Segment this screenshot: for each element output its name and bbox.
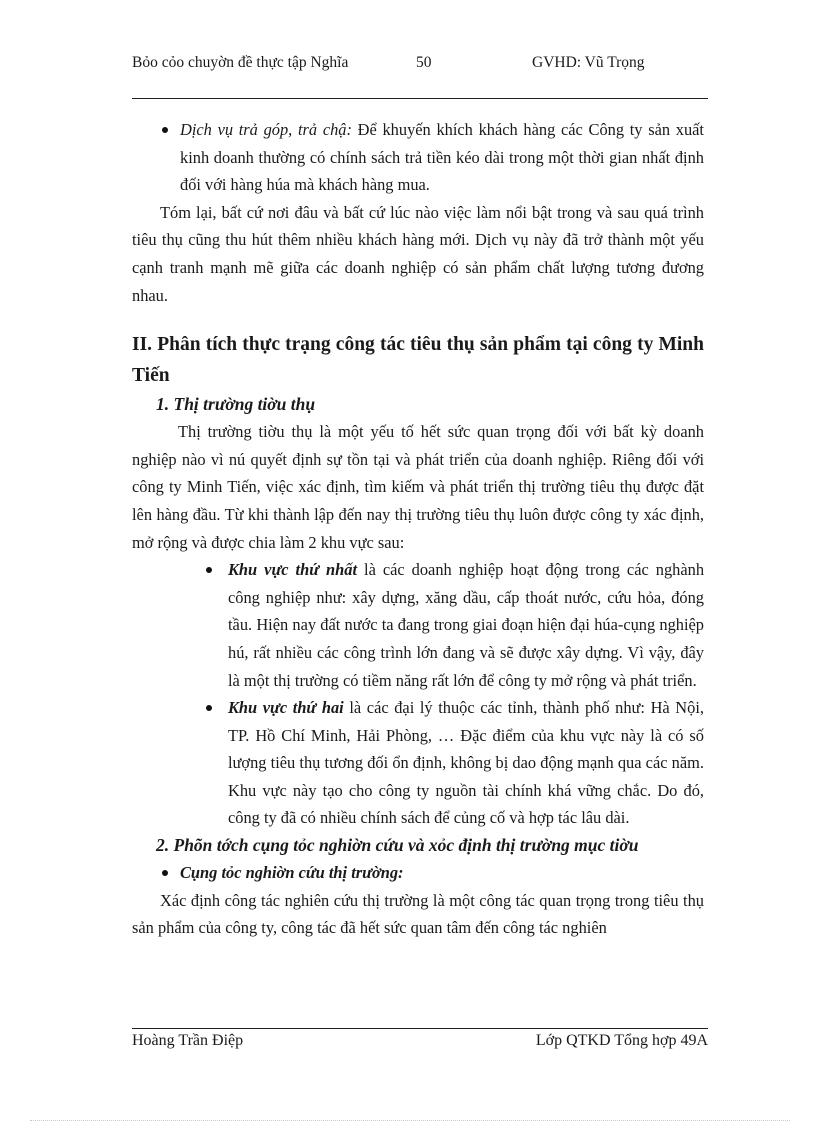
paragraph-research: Xác định công tác nghiên cứu thị trường là một công tác quan trọng trong tiêu thụ sản phẩm của công ty, công tác đã hết sức quan tâm đến công tác nghiên bbox=[132, 890, 704, 938]
footer-author: Hoàng Trần Điệp bbox=[132, 1032, 244, 1049]
bullet-dot-icon bbox=[162, 870, 168, 876]
bullet-dot-icon bbox=[206, 705, 212, 711]
bullet-dot-icon bbox=[206, 567, 212, 573]
paragraph-market: Thị trường tiờu thụ là một yếu tố hết sức quan trọng đối với bất kỳ doanh nghiệp nào vì nú quyết định sự tồn tại và phát triển của doanh nghiệp. Riêng đối với công ty Minh Tiến, việc xác định, tìm kiếm và phát triển thị trường tiêu thụ được đặt lên hàng đầu. Từ khi thành lập đến nay thị trường tiêu thụ luôn được công ty xác định, mở rộng và được chia làm 2 khu vực sau: bbox=[132, 422, 704, 552]
page-bottom-edge bbox=[30, 1120, 790, 1121]
bullet-area-one bbox=[132, 556, 704, 694]
header-page-number: 50 bbox=[416, 54, 432, 71]
header-divider bbox=[132, 98, 708, 99]
bullet-dot-icon bbox=[162, 127, 168, 133]
section-heading-2: II. Phân tích thực trạng công tác tiêu thụ sản phẩm tại công ty Minh Tiến bbox=[132, 334, 704, 387]
header-report-title: Bỏo cỏo chuyờn đề thực tập Nghĩa bbox=[132, 54, 349, 71]
bullet-installment-text: Để khuyến khích khách hàng các Công ty sản xuất kinh doanh thường có chính sách trả tiền kéo dài trong một thời gian nhất định đối với hàng húa mà khách hàng mua. bbox=[180, 120, 704, 195]
header-supervisor: GVHD: Vũ Trọng bbox=[532, 54, 645, 71]
area-two-text: là các đại lý thuộc các tỉnh, thành phố như: Hà Nội, TP. Hồ Chí Minh, Hải Phòng, … Đặc điểm của khu vực này là có số lượng tiêu thụ tương đối ổn định, không bị dao động mạnh qua các năm. Khu vực này tạo cho công ty nguồn tài chính khá vững chắc. Do đó, công ty đã có nhiều chính sách để củng cố và hợp tác lâu dài. bbox=[228, 698, 704, 828]
area-two-label: Khu vực thứ hai bbox=[228, 698, 344, 718]
footer-divider bbox=[132, 1028, 708, 1029]
bullet-installment-label: Dịch vụ trả góp, trả chậ: bbox=[180, 120, 352, 139]
bullet-area-two bbox=[132, 694, 704, 832]
bullet-market-research bbox=[132, 859, 704, 887]
area-one-label: Khu vực thứ nhất bbox=[228, 560, 358, 580]
subsection-heading-market: 1. Thị trường tiờu thụ bbox=[156, 394, 316, 415]
page-header bbox=[132, 52, 708, 98]
subsection-heading-research: 2. Phõn tớch cụng tỏc nghiờn cứu và xỏc định thị trường mục tiờu bbox=[156, 835, 639, 856]
footer-class: Lớp QTKD Tổng hợp 49A bbox=[535, 1032, 708, 1049]
document-body bbox=[132, 116, 704, 942]
area-one-text: là các doanh nghiệp hoạt động trong các nghành công nghiệp như: xây dựng, xăng dầu, cấp thoát nước, cứu hỏa, đóng tầu. Hiện nay đất nước ta đang trong giai đoạn hiện đại húa-cụng nghiệp hú, rất nhiều các công trình lớn đang và sẽ được xây dựng. Vì vậy, đây là một thị trường có tiềm năng rất lớn để công ty mở rộng và phát triển. bbox=[228, 560, 705, 690]
paragraph-summary: Tóm lại, bất cứ nơi đâu và bất cứ lúc nào việc làm nổi bật trong và sau quá trình tiêu thụ cũng thu hút thêm nhiều khách hàng mới. Dịch vụ này đã trở thành một yếu cạnh tranh mạnh mẽ giữa các doanh nghiệp có sản phẩm chất lượng tương đương nhau. bbox=[132, 202, 704, 305]
market-research-label: Cụng tỏc nghiờn cứu thị trường: bbox=[180, 863, 404, 883]
bullet-installment-service bbox=[132, 116, 704, 199]
